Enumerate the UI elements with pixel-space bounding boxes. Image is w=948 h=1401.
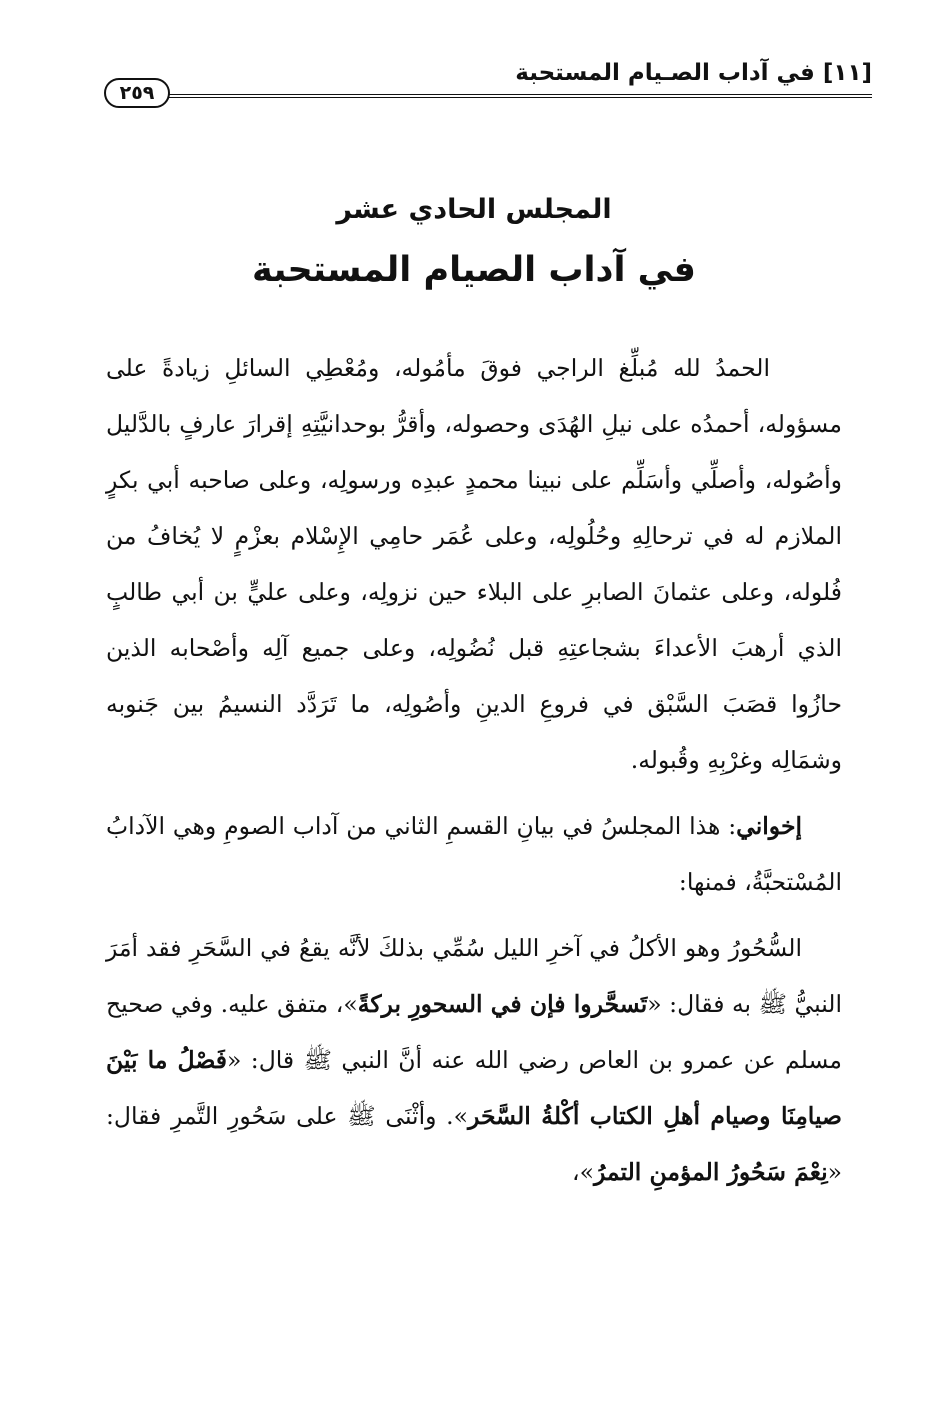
running-header-title: [١١] في آداب الصـيام المستحبة bbox=[515, 60, 872, 86]
hadith-quote-1: تَسحَّروا فإن في السحورِ بركةً bbox=[357, 990, 648, 1018]
chapter-title: في آداب الصيام المستحبة bbox=[252, 250, 696, 290]
paragraph-intro-label: إخواني bbox=[736, 812, 802, 840]
paragraph-suhoor bbox=[106, 920, 842, 1200]
running-header bbox=[104, 56, 872, 106]
suhoor-text-c: ». وأثْنَى ﷺ على سَحُورِ التَّمرِ فقال: « bbox=[106, 1102, 842, 1186]
hadith-quote-3: نِعْمَ سَحُورُ المؤمنِ التمرُ bbox=[593, 1158, 828, 1186]
header-divider bbox=[166, 94, 872, 98]
chapter-heading: المجلس الحادي عشر bbox=[336, 194, 612, 225]
suhoor-text-a: السُّحُورُ وهو الأكلُ في آخرِ الليل سُمِّي بذلكَ لأنَّه يقعُ في السَّحَرِ فقد أمَرَ النبيُّ ﷺ به فقال: « bbox=[106, 934, 842, 1018]
paragraph-opening: الحمدُ لله مُبلِّغ الراجي فوقَ مأمُوله، ومُعْطِي السائلِ زيادةً على مسؤوله، أحمدُه على نيلِ الهُدَى وحصوله، وأقرُّ بوحدانيَّتِهِ إقرارَ عارفٍ بالدَّليل وأصُوله، وأصلِّي وأسَلِّم على نبينا محمدٍ عبدِه ورسولِه، وعلى صاحبه أبي بكرٍ الملازم له في ترحالِهِ وحُلُولِه، وعلى عُمَر حامِي الإِسْلام بعزْمٍ لا يُخافُ من فُلوله، وعلى عثمانَ الصابرِ على البلاء حين نزولِه، وعلى عليٍّ بن أبي طالبٍ الذي أرهبَ الأعداءَ بشجاعتِهِ قبل نُضُولِه، وعلى جميع آلِه وأصْحابه الذين حازُوا قصَبَ السَّبْق في فروعِ الدينِ وأصُولِه، ما تَرَدَّد النسيمُ بين جَنوبه وشمَالِه وغرْبِهِ وقُبوله. bbox=[106, 354, 842, 774]
page-number: ٢٥٩ bbox=[104, 78, 170, 108]
suhoor-text-b: »، متفق عليه. وفي صحيح مسلم عن عمرو بن العاص رضي الله عنه أنَّ النبي ﷺ قال: « bbox=[106, 990, 842, 1074]
suhoor-text-d: »، bbox=[572, 1158, 594, 1186]
paragraph-intro bbox=[106, 798, 842, 910]
body-text bbox=[106, 340, 842, 1210]
hadith-quote-2: فَصْلُ ما بَيْنَ صيامِنَا وصيام أهلِ الكتاب أكْلةُ السَّحَر bbox=[106, 1046, 843, 1130]
paragraph-intro-text: : هذا المجلسُ في بيانِ القسمِ الثاني من آداب الصومِ وهي الآدابُ المُسْتحبَّةُ، فمنها: bbox=[106, 812, 842, 896]
